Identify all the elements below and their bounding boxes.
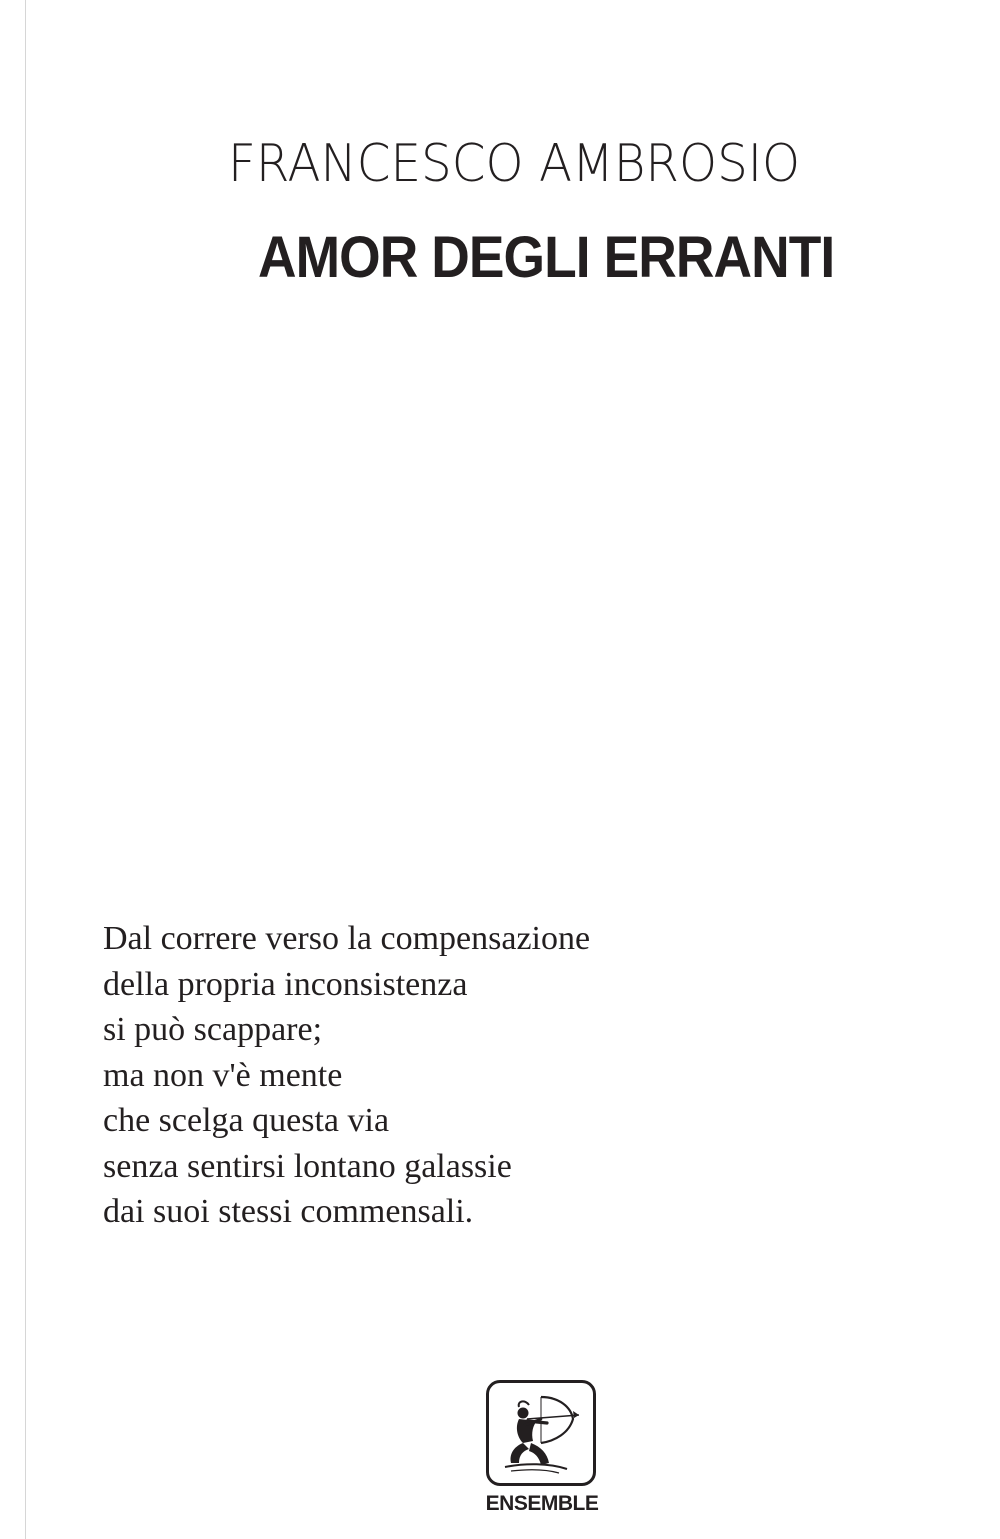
book-title: AMOR DEGLI ERRANTI [258,225,835,290]
poem-line: ma non v'è mente [103,1056,343,1094]
poem-line: si può scappare; [103,1011,323,1048]
poem-line: della propria inconsistenza [103,965,468,1003]
poem-line: che scelga questa via [103,1102,390,1139]
poem-line: dai suoi stessi commensali. [103,1193,474,1230]
poem-line: Dal correre verso la compensazione [103,920,591,957]
publisher-name: ENSEMBLE [485,1492,599,1515]
author-name: FRANCESCO AMBROSIO [228,134,801,194]
archer-icon [486,1380,596,1486]
spine-line [25,0,26,1539]
poem-line: senza sentirsi lontano galassie [103,1147,512,1185]
publisher-logo [486,1380,598,1520]
back-cover-poem [103,916,743,1235]
